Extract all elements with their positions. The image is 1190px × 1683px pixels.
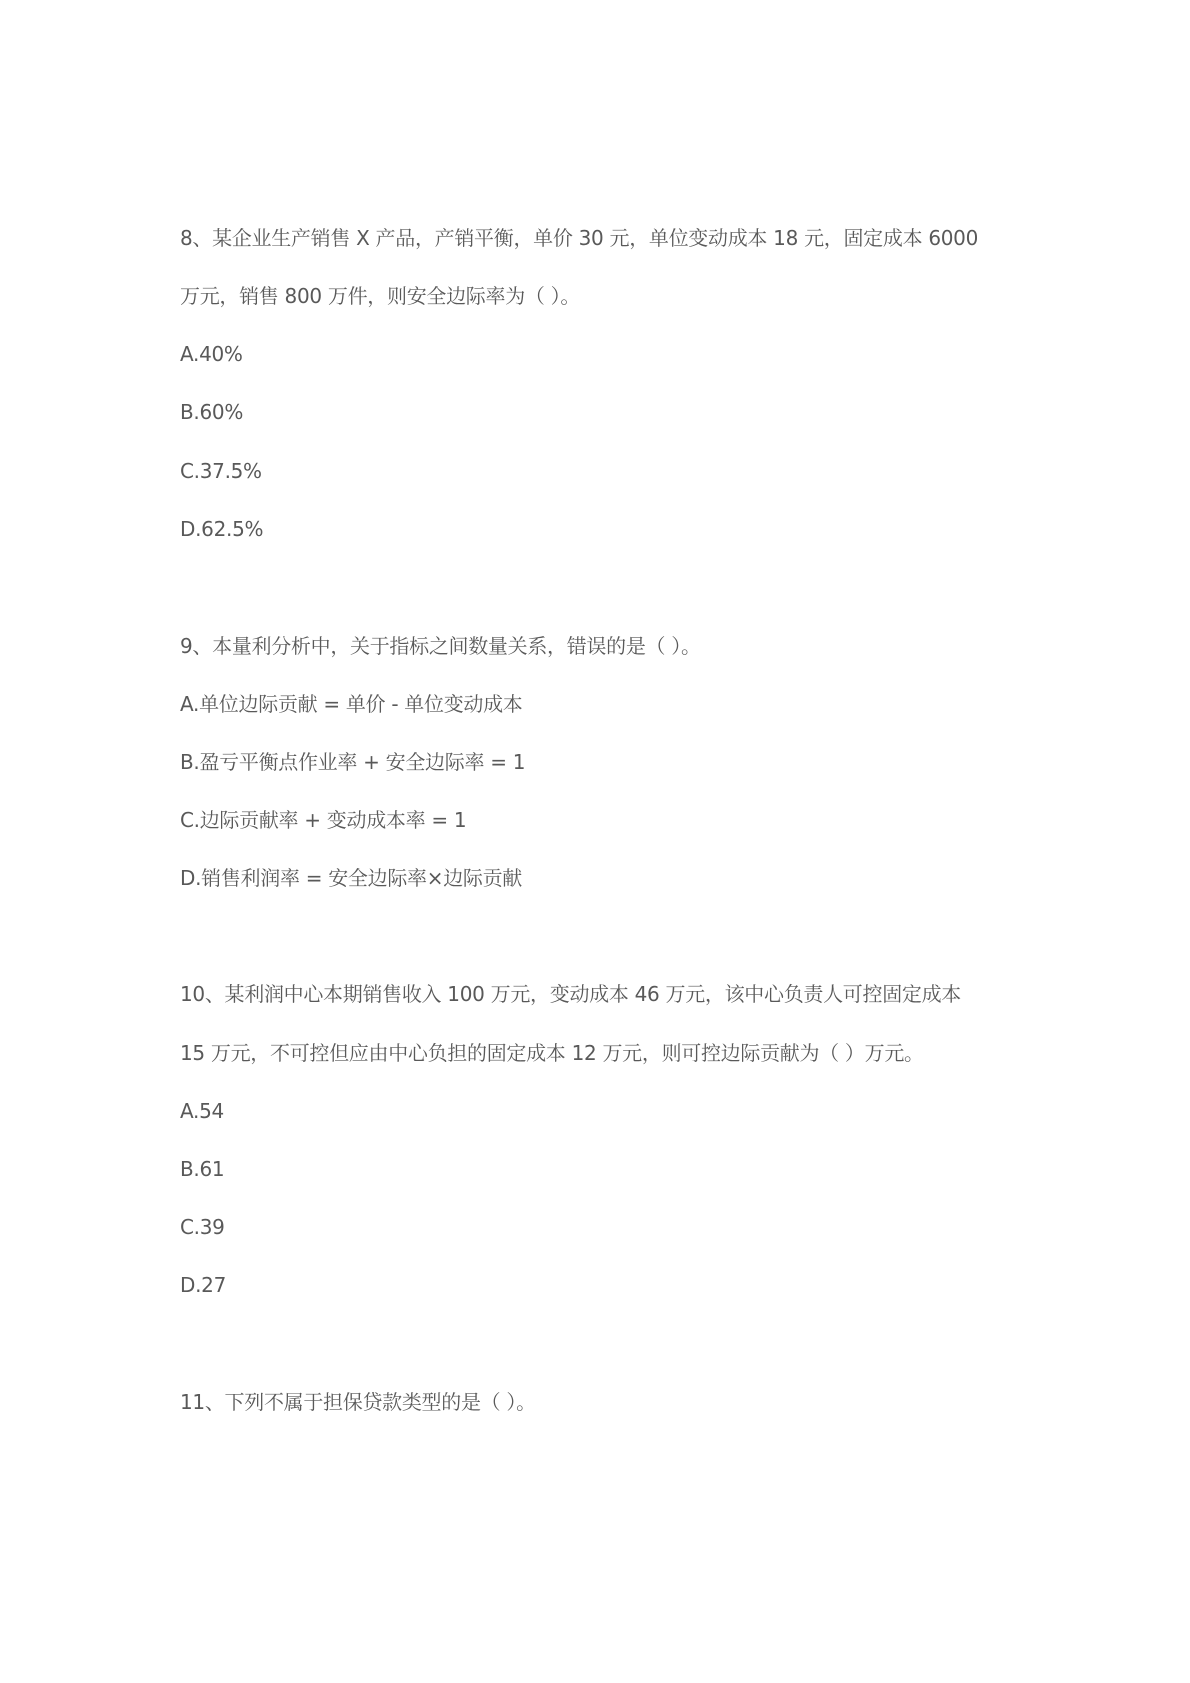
- answer-option-c: C.39: [180, 1215, 225, 1239]
- question-stem-line: 11、下列不属于担保贷款类型的是（ ）。: [180, 1390, 536, 1414]
- answer-option-a: A.54: [180, 1099, 224, 1123]
- question-stem-line: 万元，销售 800 万件，则安全边际率为（ ）。: [180, 284, 581, 308]
- answer-option-d: D.销售利润率 = 安全边际率×边际贡献: [180, 866, 522, 890]
- answer-option-c: C.37.5%: [180, 459, 262, 483]
- answer-option-d: D.62.5%: [180, 517, 264, 541]
- answer-option-b: B.盈亏平衡点作业率 + 安全边际率 = 1: [180, 750, 526, 774]
- answer-option-b: B.61: [180, 1157, 225, 1181]
- question-stem-line: 8、某企业生产销售 X 产品，产销平衡，单价 30 元，单位变动成本 18 元，固定成本 6000: [180, 226, 979, 250]
- question-stem-line: 15 万元，不可控但应由中心负担的固定成本 12 万元，则可控边际贡献为（ ）万元。: [180, 1041, 924, 1065]
- answer-option-b: B.60%: [180, 400, 244, 424]
- answer-option-c: C.边际贡献率 + 变动成本率 = 1: [180, 808, 467, 832]
- question-stem-line: 9、本量利分析中，关于指标之间数量关系，错误的是（ ）。: [180, 634, 701, 658]
- question-stem-line: 10、某利润中心本期销售收入 100 万元，变动成本 46 万元，该中心负责人可控固定成本: [180, 982, 962, 1006]
- answer-option-a: A.单位边际贡献 = 单价 - 单位变动成本: [180, 692, 523, 716]
- answer-option-a: A.40%: [180, 342, 243, 366]
- answer-option-d: D.27: [180, 1273, 227, 1297]
